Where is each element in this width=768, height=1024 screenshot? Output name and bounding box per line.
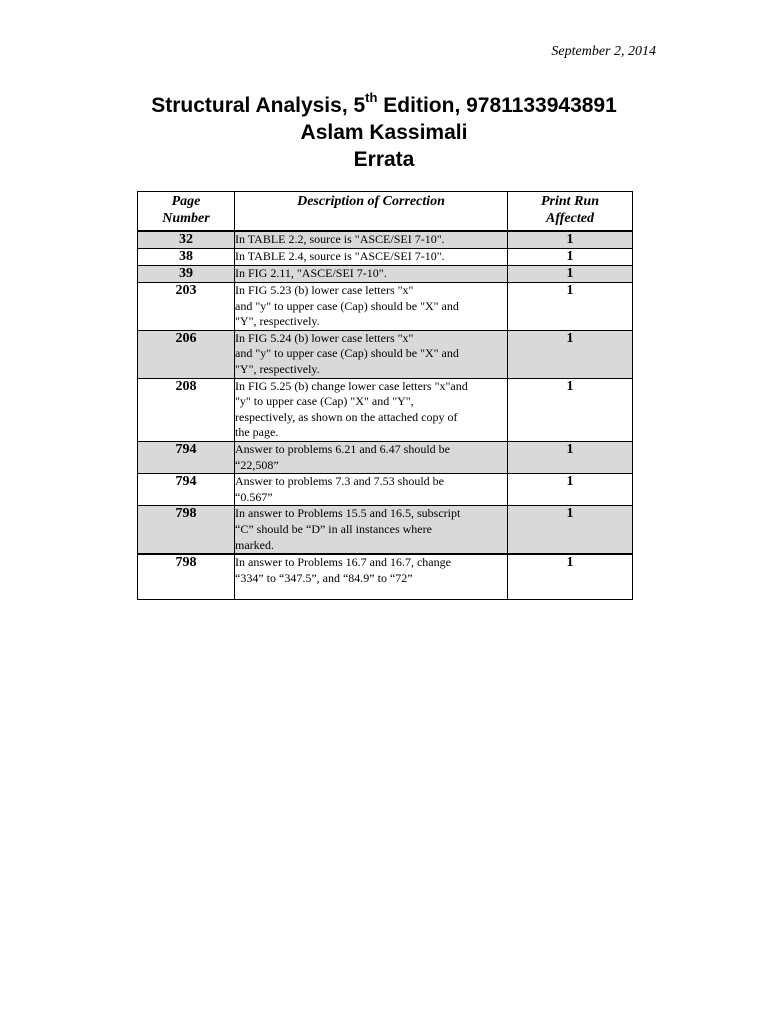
title-line-errata: Errata [353, 148, 415, 171]
header-page-number [138, 192, 235, 232]
table-row [138, 266, 633, 283]
page-cell: 203 [138, 283, 235, 331]
description-line: Answer to problems 6.21 and 6.47 should be [235, 441, 450, 456]
print-run-cell: 1 [508, 283, 633, 331]
table-row [138, 231, 633, 249]
title-edition-superscript: th [365, 90, 378, 105]
print-run-cell: 1 [508, 266, 633, 283]
description-line: marked. [235, 537, 274, 552]
description-line: "Y", respectively. [235, 314, 320, 329]
description-cell [235, 378, 508, 441]
description-line: “0.567” [235, 489, 273, 504]
header-run-line1: Print Run [541, 194, 599, 209]
table-row [138, 474, 633, 506]
header-page-line2: Number [162, 211, 210, 226]
description-line: “C” should be “D” in all instances where [235, 521, 432, 536]
description-cell [235, 283, 508, 331]
print-run-cell: 1 [508, 554, 633, 600]
table-row [138, 554, 633, 600]
description-cell [235, 554, 508, 600]
description-cell [235, 506, 508, 554]
table-row [138, 506, 633, 554]
description-line: In answer to Problems 16.7 and 16.7, change [235, 555, 451, 570]
description-cell [235, 231, 508, 249]
description-line: “22,508” [235, 457, 279, 472]
description-line: In TABLE 2.4, source is "ASCE/SEI 7-10". [235, 249, 445, 263]
description-line: "Y", respectively. [235, 361, 320, 376]
description-line: respectively, as shown on the attached copy of [235, 409, 458, 424]
description-cell [235, 330, 508, 378]
description-line: In answer to Problems 15.5 and 16.5, subscript [235, 506, 461, 521]
print-run-cell: 1 [508, 231, 633, 249]
page-cell: 39 [138, 266, 235, 283]
header-run-line2: Affected [546, 211, 594, 226]
description-line: In FIG 5.25 (b) change lower case letters "x"and [235, 378, 468, 393]
print-run-cell: 1 [508, 506, 633, 554]
print-run-cell: 1 [508, 474, 633, 506]
page-cell: 208 [138, 378, 235, 441]
description-cell [235, 474, 508, 506]
description-cell [235, 266, 508, 283]
print-run-cell: 1 [508, 378, 633, 441]
description-line: and "y" to upper case (Cap) should be "X" and [235, 346, 459, 361]
table-row [138, 283, 633, 331]
description-line: “334” to “347.5”, and “84.9” to “72” [235, 570, 413, 585]
title-line-book [0, 92, 768, 119]
table-row [138, 378, 633, 441]
description-cell [235, 441, 508, 473]
description-line: and "y" to upper case (Cap) should be "X" and [235, 298, 459, 313]
header-print-run [508, 192, 633, 232]
print-run-cell: 1 [508, 249, 633, 266]
table-row [138, 441, 633, 473]
title-line-author: Aslam Kassimali [300, 121, 468, 144]
page-cell: 206 [138, 330, 235, 378]
description-line: Answer to problems 7.3 and 7.53 should be [235, 474, 444, 489]
errata-table [137, 191, 633, 600]
page-cell: 32 [138, 231, 235, 249]
title-isbn-text: Edition, 9781133943891 [377, 94, 617, 117]
description-line: In FIG 2.11, "ASCE/SEI 7-10". [235, 266, 387, 280]
header-page-line1: Page [171, 194, 201, 209]
description-line: "y" to upper case (Cap) "X" and "Y", [235, 394, 414, 409]
description-line: the page. [235, 425, 279, 440]
description-line: In TABLE 2.2, source is "ASCE/SEI 7-10". [235, 232, 445, 246]
description-line: In FIG 5.24 (b) lower case letters "x" [235, 330, 414, 345]
document-date: September 2, 2014 [551, 44, 656, 59]
page-cell: 794 [138, 474, 235, 506]
table-header-row [138, 192, 633, 232]
description-line: In FIG 5.23 (b) lower case letters "x" [235, 283, 414, 297]
page-cell: 798 [138, 554, 235, 600]
print-run-cell: 1 [508, 441, 633, 473]
print-run-cell: 1 [508, 330, 633, 378]
page-cell: 38 [138, 249, 235, 266]
header-description: Description of Correction [235, 192, 508, 232]
page-cell: 798 [138, 506, 235, 554]
page-cell: 794 [138, 441, 235, 473]
table-row [138, 249, 633, 266]
description-cell [235, 249, 508, 266]
title-book-text: Structural Analysis, 5 [151, 94, 366, 117]
table-row [138, 330, 633, 378]
title-block [0, 92, 768, 173]
